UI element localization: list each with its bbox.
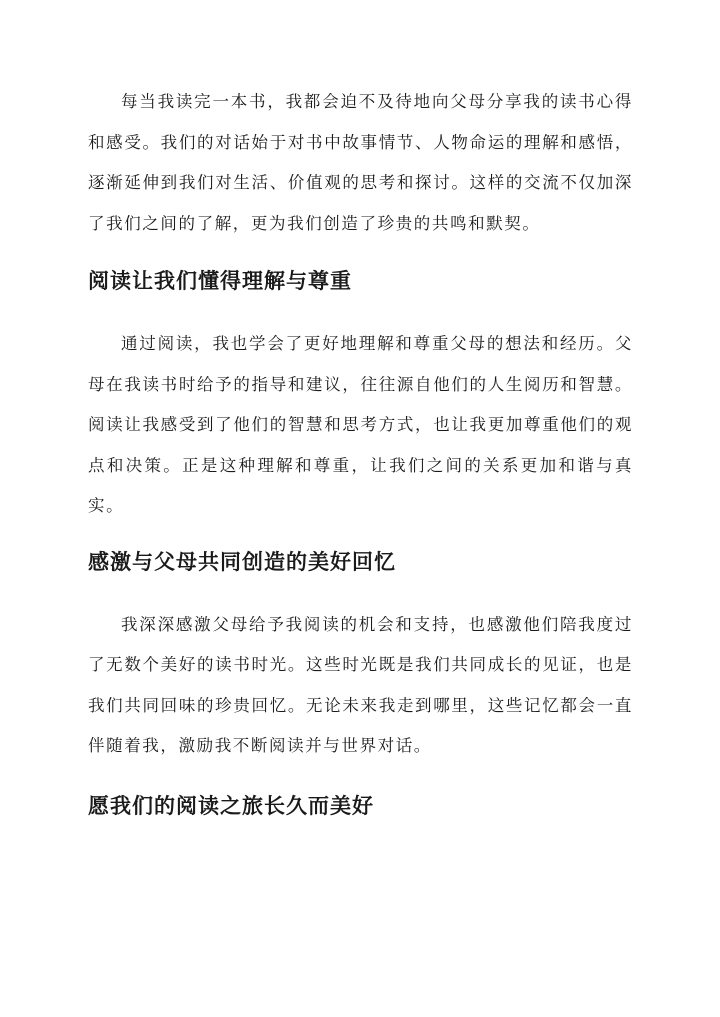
- paragraph-sharing-reading: 每当我读完一本书，我都会迫不及待地向父母分享我的读书心得和感受。我们的对话始于对书中故事情节、人物命运的理解和感悟，逐渐延伸到我们对生活、价值观的思考和探讨。这样的交流不仅加深了我们之间的了解，更为我们创造了珍贵的共鸣和默契。: [88, 92, 633, 233]
- section-heading-gratitude: 感激与父母共同创造的美好回忆: [88, 548, 396, 574]
- section-heading-wish: 愿我们的阅读之旅长久而美好: [88, 792, 374, 818]
- paragraph-gratitude: 我深深感激父母给予我阅读的机会和支持，也感激他们陪我度过了无数个美好的读书时光。这些时光既是我们共同成长的见证，也是我们共同回味的珍贵回忆。无论未来我走到哪里，这些记忆都会一直伴随着我，激励我不断阅读并与世界对话。: [88, 614, 633, 755]
- section-heading-understanding: 阅读让我们懂得理解与尊重: [88, 268, 352, 293]
- paragraph-understanding-respect: 通过阅读，我也学会了更好地理解和尊重父母的想法和经历。父母在我读书时给予的指导和建议，往往源自他们的人生阅历和智慧。阅读让我感受到了他们的智慧和思考方式，也让我更加尊重他们的观点和决策。正是这种理解和尊重，让我们之间的关系更加和谐与真实。: [88, 334, 633, 515]
- document-page: [88, 82, 633, 821]
